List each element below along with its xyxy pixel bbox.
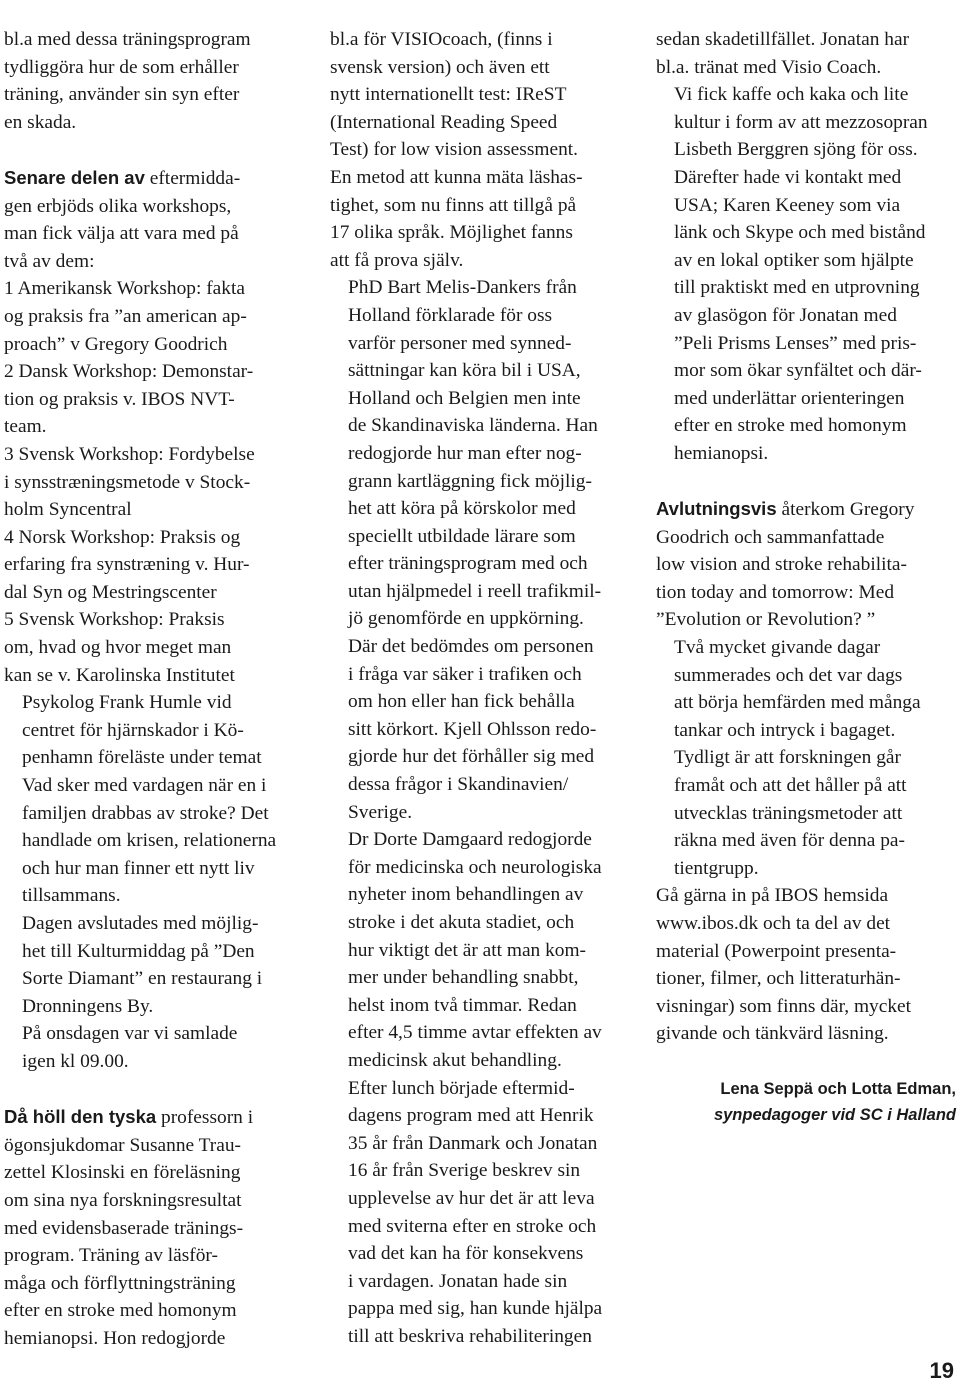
text-line: att börja hemfärden med många xyxy=(674,692,921,714)
paragraph xyxy=(330,274,634,826)
author-signature xyxy=(656,1076,956,1128)
text-line: 35 år från Danmark och Jonatan xyxy=(348,1132,598,1154)
text-line: helst inom två timmar. Redan xyxy=(348,994,577,1016)
text-line: 17 olika språk. Möjlighet fanns xyxy=(330,222,573,244)
text-line: visningar) som finns där, mycket xyxy=(656,995,912,1017)
paragraph xyxy=(4,689,308,910)
text-line: og praksis fra ”an american ap- xyxy=(4,305,247,327)
text-line: sättningar kan köra bil i USA, xyxy=(348,360,581,382)
text-line: speciellt utbildade lärare som xyxy=(348,525,576,547)
text-line: efter en stroke med homonym xyxy=(674,415,907,437)
text-line: het till Kulturmiddag på ”Den xyxy=(22,940,255,962)
text-line: nytt internationellt test: IReST xyxy=(330,84,567,106)
text-line: Psykolog Frank Humle vid xyxy=(22,692,232,714)
text-line: efter en stroke med homonym xyxy=(4,1300,237,1322)
text-line: de Skandinaviska länderna. Han xyxy=(348,415,598,437)
text-line: utvecklas träningsmetoder att xyxy=(674,802,903,824)
paragraph xyxy=(656,495,960,634)
paragraph xyxy=(4,1020,308,1075)
text-line: kan se v. Karolinska Institutet xyxy=(4,664,235,686)
text-line: återkom Gregory xyxy=(776,499,915,521)
text-line: material (Powerpoint presenta- xyxy=(656,940,897,962)
text-line: sedan skadetillfället. Jonatan har xyxy=(656,29,910,50)
text-line: holm Syncentral xyxy=(4,499,132,521)
text-line: räkna med även för denna pa- xyxy=(674,830,905,852)
text-line: Test) for low vision assessment. xyxy=(330,139,578,161)
text-line: 4 Norsk Workshop: Praksis og xyxy=(4,526,241,548)
text-line: tighet, som nu finns att tillgå på xyxy=(330,194,577,216)
column-2 xyxy=(330,26,634,1351)
text-line: Tydligt är att forskningen går xyxy=(674,747,901,769)
text-line: low vision and stroke rehabilita- xyxy=(656,554,907,576)
text-line: het att köra på körskolor med xyxy=(348,498,576,520)
lead-in: Avlutningsvis xyxy=(656,498,777,520)
text-line: träning, använder sin syn efter xyxy=(4,84,240,106)
text-line: om sina nya forskningsresultat xyxy=(4,1189,242,1211)
author-role: synpedagoger vid SC i Halland xyxy=(713,1105,956,1124)
text-line: efter 4,5 timme avtar effekten av xyxy=(348,1022,602,1044)
text-line: med evidensbaserade tränings- xyxy=(4,1217,244,1239)
text-line: Vad sker med vardagen när en i xyxy=(22,775,267,797)
text-line: hemianopsi. Hon redogjorde xyxy=(4,1327,226,1349)
text-line: På onsdagen var vi samlade xyxy=(22,1023,238,1045)
text-line: tankar och intryck i bagaget. xyxy=(674,719,896,741)
text-line: till praktiskt med en utprovning xyxy=(674,277,920,299)
text-line: man fick välja att vara med på xyxy=(4,223,239,245)
text-line: nyheter inom behandlingen av xyxy=(348,884,584,906)
paragraph xyxy=(4,164,308,689)
paragraph xyxy=(656,26,960,81)
text-line: länk och Skype och med bistånd xyxy=(674,222,926,244)
paragraph xyxy=(4,26,308,136)
text-line: igen kl 09.00. xyxy=(22,1050,129,1072)
text-line: om, hvad og hvor meget man xyxy=(4,637,232,659)
text-line: 3 Svensk Workshop: Fordybelse xyxy=(4,443,255,465)
text-line: efter träningsprogram med och xyxy=(348,553,588,575)
text-line: Vi fick kaffe och kaka och lite xyxy=(674,84,909,106)
text-line: handlade om krisen, relationerna xyxy=(22,830,277,852)
text-line: tydliggöra hur de som erhåller xyxy=(4,56,239,78)
text-line: 2 Dansk Workshop: Demonstar- xyxy=(4,361,254,383)
text-line: hemianopsi. xyxy=(674,442,769,464)
text-line: utan hjälpmedel i reell trafikmil- xyxy=(348,580,602,602)
text-line: 16 år från Sverige beskrev sin xyxy=(348,1160,581,1182)
page-number: 19 xyxy=(929,1358,954,1383)
paragraph xyxy=(656,81,960,467)
paragraph xyxy=(656,634,960,882)
text-line: två av dem: xyxy=(4,250,95,272)
text-line: Två mycket givande dagar xyxy=(674,637,881,659)
text-line: grann kartläggning fick möjlig- xyxy=(348,470,592,492)
text-line: proach” v Gregory Goodrich xyxy=(4,333,228,355)
text-line: tillsammans. xyxy=(22,885,121,907)
text-line: vad det kan ha för konsekvens xyxy=(348,1243,584,1265)
text-line: USA; Karen Keeney som via xyxy=(674,194,901,216)
text-line: Sverige. xyxy=(348,801,413,823)
text-line: team. xyxy=(4,416,47,438)
text-line: dal Syn og Mestringscenter xyxy=(4,581,217,603)
text-line: tioner, filmer, och litteraturhän- xyxy=(656,968,901,990)
text-line: mer under behandling snabbt, xyxy=(348,967,579,989)
text-line: ”Evolution or Revolution? ” xyxy=(656,609,876,631)
text-line: erfaring fra synstræning v. Hur- xyxy=(4,554,250,576)
text-line: penhamn föreläste under temat xyxy=(22,747,262,769)
text-line: tientgrupp. xyxy=(674,857,759,879)
text-line: om hon eller han fick behålla xyxy=(348,691,575,713)
text-line: upplevelse av hur det är att leva xyxy=(348,1187,595,1209)
text-line: professorn i xyxy=(156,1107,254,1129)
text-line: jö genomförde en uppkörning. xyxy=(348,608,584,630)
text-line: i vardagen. Jonatan hade sin xyxy=(348,1270,568,1292)
text-line: Dr Dorte Damgaard redogjorde xyxy=(348,829,592,851)
text-line: ögonsjukdomar Susanne Trau- xyxy=(4,1134,241,1156)
text-line: dagens program med att Henrik xyxy=(348,1105,594,1127)
text-line: Efter lunch började eftermid- xyxy=(348,1077,575,1099)
text-line: gen erbjöds olika workshops, xyxy=(4,195,232,217)
column-1 xyxy=(4,26,308,1353)
text-line: med underlättar orienteringen xyxy=(674,387,905,409)
text-line: av en lokal optiker som hjälpte xyxy=(674,249,914,271)
text-line: att få prova själv. xyxy=(330,249,464,271)
paragraph xyxy=(4,1103,308,1352)
text-line: bl.a med dessa träningsprogram xyxy=(4,29,251,50)
text-line: bl.a för VISIOcoach, (finns i xyxy=(330,29,553,50)
text-line: familjen drabbas av stroke? Det xyxy=(22,802,269,824)
text-line: 5 Svensk Workshop: Praksis xyxy=(4,609,225,631)
text-line: summerades och det var dags xyxy=(674,664,903,686)
text-line: stroke i det akuta stadiet, och xyxy=(348,912,575,933)
text-line: måga och förflyttningsträning xyxy=(4,1272,236,1294)
text-line: av glasögon för Jonatan med xyxy=(674,304,897,326)
text-line: kultur i form av att mezzosopran xyxy=(674,111,928,133)
text-line: ”Peli Prisms Lenses” med pris- xyxy=(674,332,917,354)
text-line: redogjorde hur man efter nog- xyxy=(348,442,582,464)
text-line: centret för hjärnskador i Kö- xyxy=(22,719,244,741)
text-line: Holland och Belgien men inte xyxy=(348,387,581,409)
text-line: www.ibos.dk och ta del av det xyxy=(656,913,891,934)
text-line: eftermidda- xyxy=(144,167,241,189)
text-line: Holland förklarade för oss xyxy=(348,304,553,326)
text-line: Gå gärna in på IBOS hemsida xyxy=(656,885,889,907)
text-line: med sviterna efter en stroke och xyxy=(348,1215,597,1237)
text-line: i synsstræningsmetode v Stock- xyxy=(4,471,251,493)
text-line: sitt körkort. Kjell Ohlsson redo- xyxy=(348,718,597,740)
text-line: tion og praksis v. IBOS NVT- xyxy=(4,388,235,410)
text-line: Goodrich och sammanfattade xyxy=(656,526,885,548)
text-line: pappa med sig, han kunde hjälpa xyxy=(348,1298,603,1320)
paragraph xyxy=(330,26,634,274)
text-line: en skada. xyxy=(4,111,77,133)
lead-in: Då höll den tyska xyxy=(4,1106,157,1128)
paragraph xyxy=(330,826,634,1074)
text-line: mor som ökar synfältet och där- xyxy=(674,360,922,382)
text-line: medicinsk akut behandling. xyxy=(348,1049,562,1071)
paragraph xyxy=(656,882,960,1048)
text-line: Sorte Diamant” en restaurang i xyxy=(22,968,263,990)
text-line: Lisbeth Berggren sjöng för oss. xyxy=(674,139,918,161)
text-line: för medicinska och neurologiska xyxy=(348,856,602,878)
lead-in: Senare delen av xyxy=(4,166,145,188)
text-line: En metod att kunna mäta läshas- xyxy=(330,166,583,188)
author-names: Lena Seppä och Lotta Edman, xyxy=(720,1079,956,1098)
text-line: zettel Klosinski en föreläsning xyxy=(4,1162,241,1184)
text-line: gjorde hur det förhåller sig med xyxy=(348,746,595,768)
text-line: Dagen avslutades med möjlig- xyxy=(22,913,259,934)
text-line: PhD Bart Melis-Dankers från xyxy=(348,277,577,299)
text-line: varför personer med synned- xyxy=(348,332,572,354)
text-line: svensk version) och även ett xyxy=(330,56,550,78)
text-line: dessa frågor i Skandinavien/ xyxy=(348,774,569,796)
text-line: hur viktigt det är att man kom- xyxy=(348,939,587,961)
text-line: Därefter hade vi kontakt med xyxy=(674,166,902,188)
text-line: Där det bedömdes om personen xyxy=(348,636,594,658)
text-line: program. Träning av läsför- xyxy=(4,1245,218,1267)
text-line: i fråga var säker i trafiken och xyxy=(348,663,582,685)
text-line: givande och tänkvärd läsning. xyxy=(656,1023,889,1045)
text-line: och hur man finner ett nytt liv xyxy=(22,857,255,879)
paragraph xyxy=(330,1075,634,1351)
text-line: bl.a. tränat med Visio Coach. xyxy=(656,56,882,78)
column-3 xyxy=(656,26,960,1128)
text-line: 1 Amerikansk Workshop: fakta xyxy=(4,278,245,300)
text-line: (International Reading Speed xyxy=(330,111,558,133)
text-line: tion today and tomorrow: Med xyxy=(656,581,895,603)
paragraph xyxy=(4,910,308,1020)
text-line: framåt och att det håller på att xyxy=(674,775,907,797)
text-line: Dronningens By. xyxy=(22,995,154,1017)
text-line: till att beskriva rehabiliteringen xyxy=(348,1325,592,1347)
